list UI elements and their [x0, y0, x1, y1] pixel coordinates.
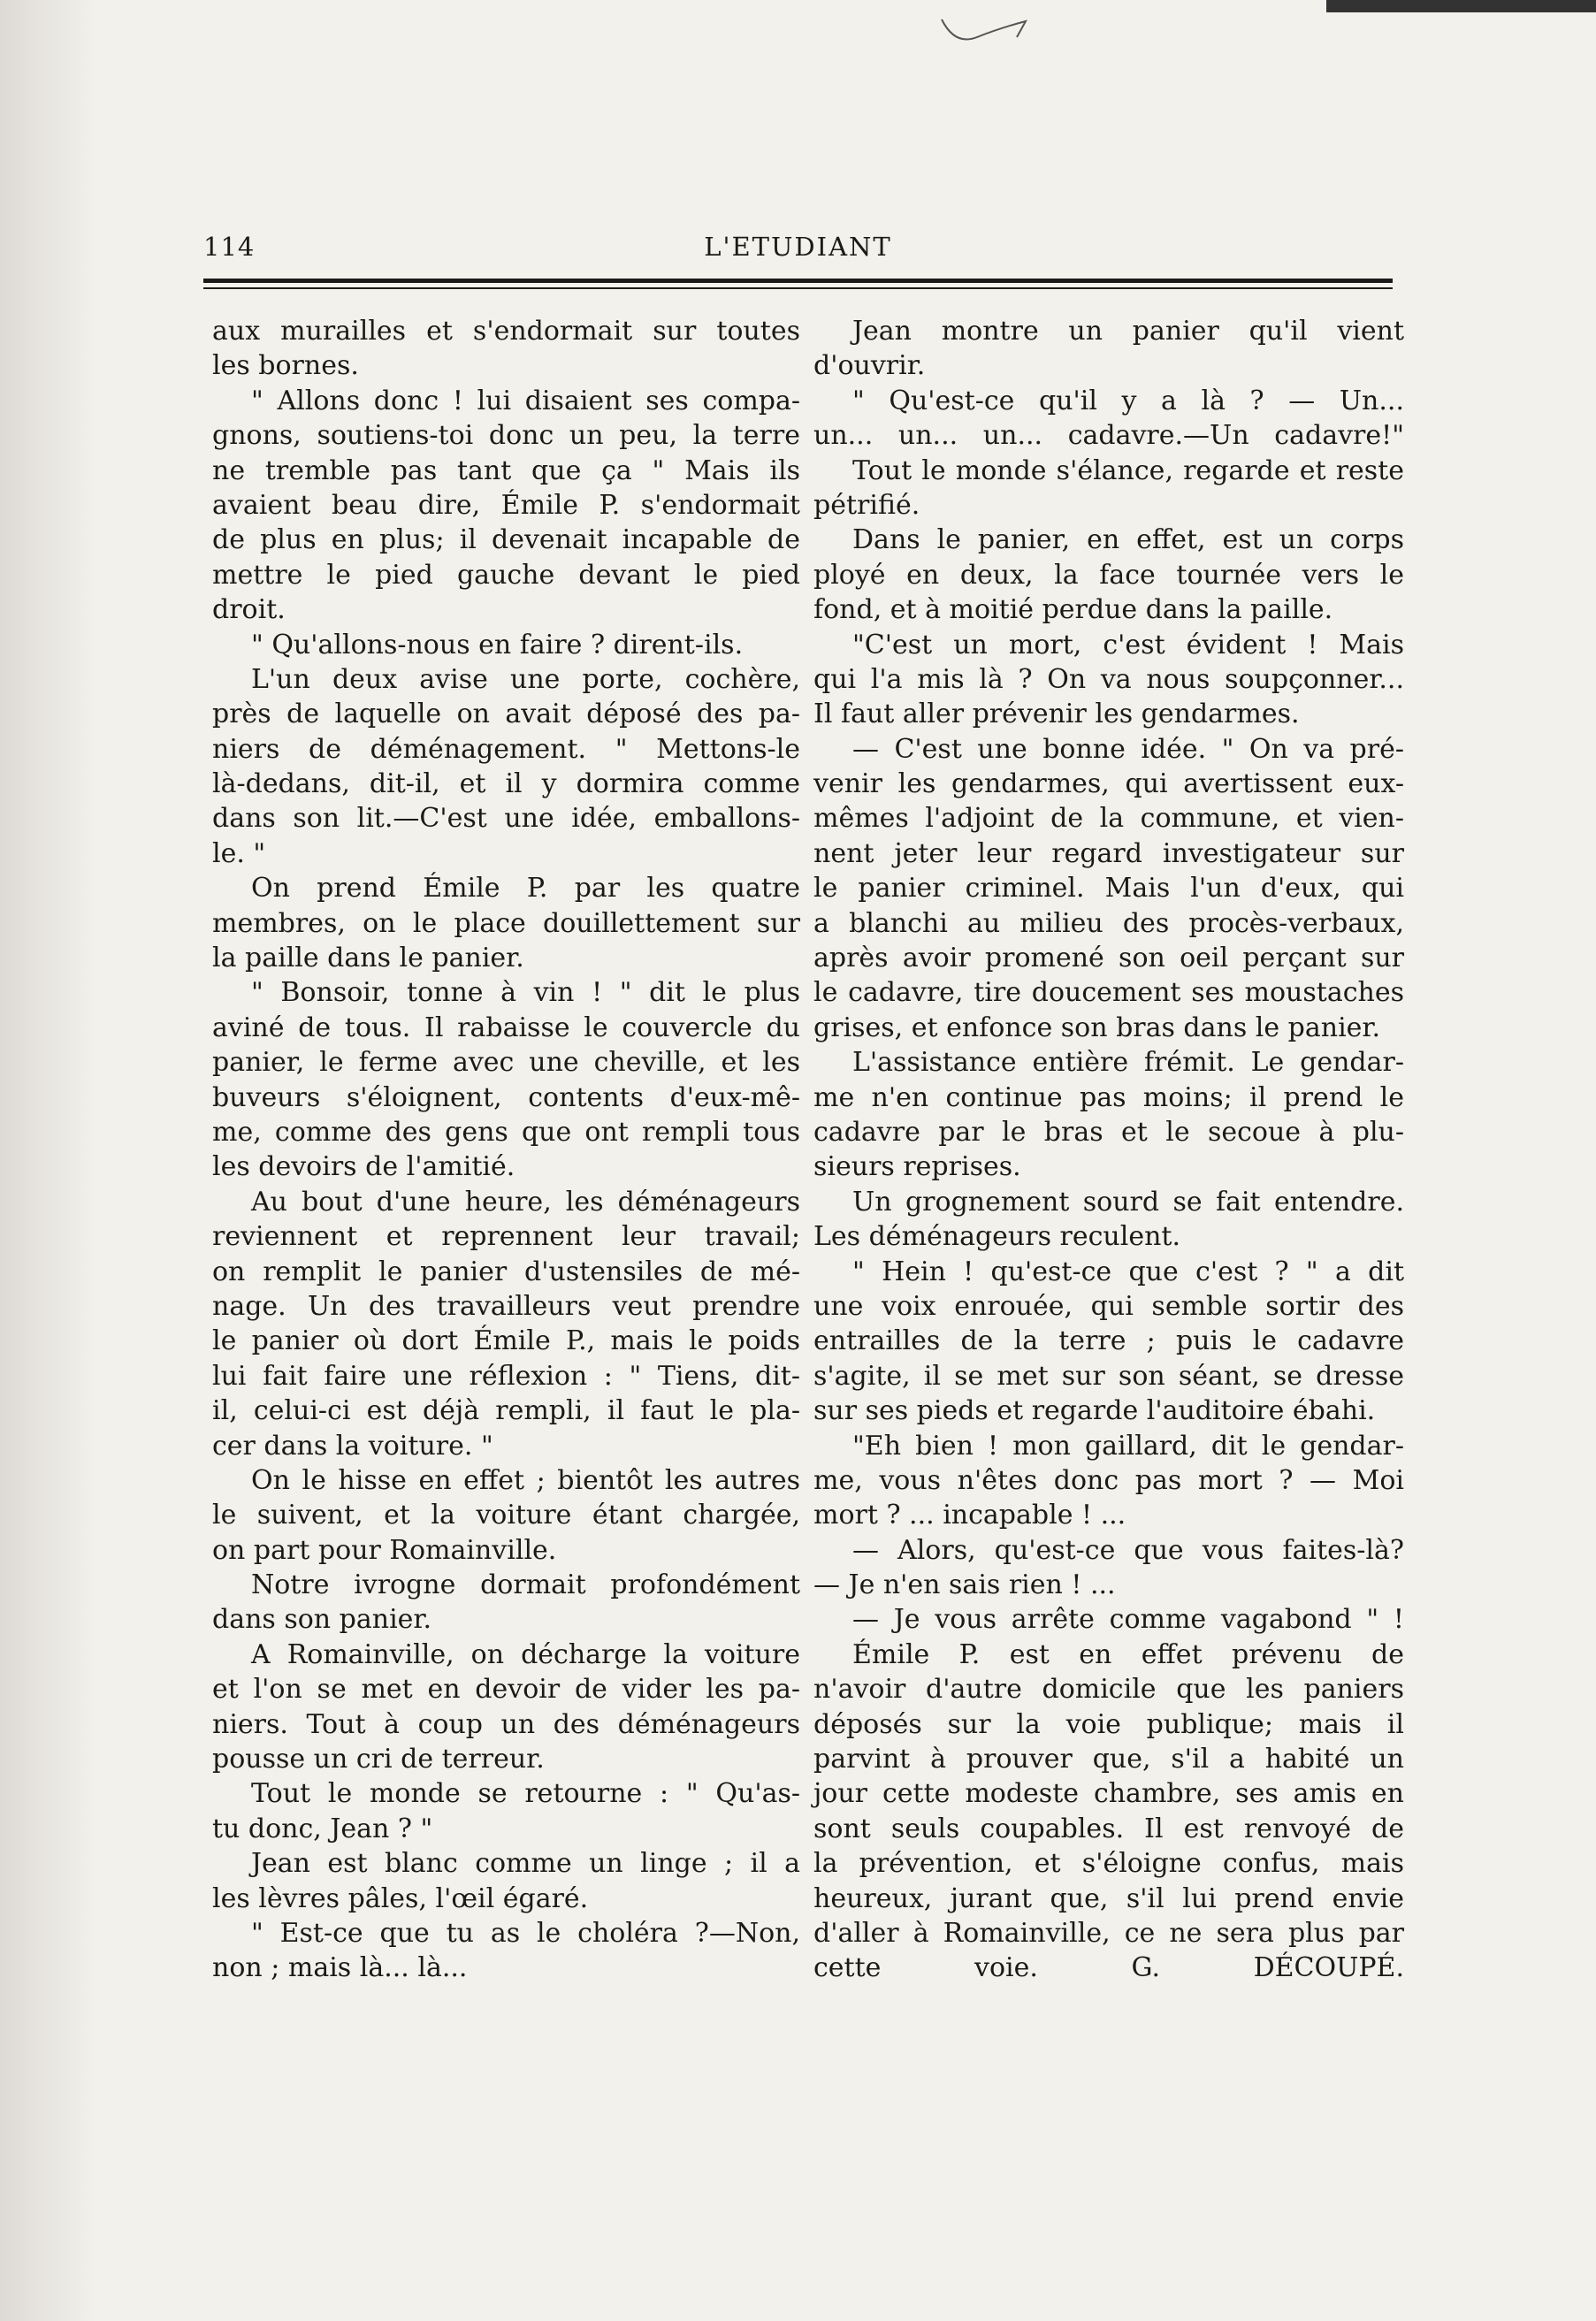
text-line: une voix enrouée, qui semble sortir des [813, 1290, 1404, 1322]
text-line: " Allons donc ! lui disaient ses compa- [251, 385, 800, 416]
text-line: buveurs s'éloignent, contents d'eux-mê- [212, 1081, 800, 1113]
text-line: de plus en plus; il devenait incapable de [212, 524, 800, 556]
page-number: 114 [203, 232, 256, 262]
text-line: nage. Un des travailleurs veut prendre [212, 1290, 800, 1322]
text-line: pétrifié. [813, 489, 920, 521]
text-line: " Hein ! qu'est-ce que c'est ? " a dit [852, 1256, 1404, 1287]
text-line: il, celui-ci est déjà rempli, il faut le pla- [212, 1395, 800, 1427]
text-line: jour cette modeste chambre, ses amis en [813, 1778, 1404, 1810]
scan-corner-mark [1326, 0, 1596, 12]
text-line: cer dans la voiture. " [212, 1430, 493, 1462]
header-rule-thick [203, 279, 1393, 283]
text-column-left [212, 314, 800, 1986]
text-line: non ; mais là... là... [212, 1952, 468, 1984]
running-title: L'ETUDIANT [704, 232, 892, 262]
text-line: heureux, jurant que, s'il lui prend envie [813, 1882, 1404, 1914]
text-line: d'aller à Romainville, ce ne sera plus par [813, 1917, 1404, 1949]
text-line: Dans le panier, en effet, est un corps [852, 524, 1404, 556]
text-line: membres, on le place douillettement sur [212, 907, 800, 939]
text-line: Tout le monde s'élance, regarde et reste [852, 454, 1404, 486]
text-line: Un grognement sourd se fait entendre. [852, 1186, 1404, 1218]
text-line: qui l'a mis là ? On va nous soupçonner... [813, 663, 1404, 695]
page-header [203, 232, 1393, 285]
text-line: — Alors, qu'est-ce que vous faites-là? [852, 1534, 1404, 1566]
text-line: le panier criminel. Mais l'un d'eux, qui [813, 873, 1404, 905]
text-line: tu donc, Jean ? " [212, 1813, 433, 1844]
text-line: A Romainville, on décharge la voiture [251, 1638, 800, 1670]
ink-scribble-mark [937, 11, 1043, 55]
text-line: sont seuls coupables. Il est renvoyé de [813, 1813, 1404, 1844]
text-line: n'avoir d'autre domicile que les paniers [813, 1674, 1404, 1706]
text-line: le suivent, et la voiture étant chargée, [212, 1500, 800, 1531]
text-line: mêmes l'adjoint de la commune, et vien- [813, 803, 1404, 835]
text-line: Émile P. est en effet prévenu de [852, 1638, 1404, 1670]
text-line: Il faut aller prévenir les gendarmes. [813, 699, 1300, 730]
text-line: les lèvres pâles, l'œil égaré. [212, 1882, 589, 1914]
text-line: parvint à prouver que, s'il a habité un [813, 1744, 1404, 1775]
text-line: ne tremble pas tant que ça " Mais ils [212, 454, 800, 486]
text-line: me, vous n'êtes donc pas mort ? — Moi [813, 1464, 1404, 1496]
text-line: les devoirs de l'amitié. [212, 1151, 515, 1183]
text-line: Jean montre un panier qu'il vient [852, 316, 1404, 347]
text-line: panier, le ferme avec une cheville, et les [212, 1047, 800, 1079]
text-line: entrailles de la terre ; puis le cadavre [813, 1325, 1404, 1357]
text-line: " Bonsoir, tonne à vin ! " dit le plus [251, 977, 800, 1009]
text-line: Notre ivrogne dormait profondément [251, 1569, 800, 1601]
text-line: la paille dans le panier. [212, 943, 524, 974]
text-line: mort ? ... incapable ! ... [813, 1500, 1126, 1531]
text-line: aux murailles et s'endormait sur toutes [212, 316, 800, 347]
text-line: reviennent et reprennent leur travail; [212, 1221, 800, 1253]
text-line: ployé en deux, la face tournée vers le [813, 559, 1404, 591]
text-line: le cadavre, tire doucement ses moustaches [813, 977, 1404, 1009]
text-line: la prévention, et s'éloigne confus, mais [813, 1848, 1404, 1880]
text-line: pousse un cri de terreur. [212, 1744, 545, 1775]
text-line: — Je vous arrête comme vagabond " ! [852, 1604, 1404, 1636]
text-line: le. " [212, 837, 266, 869]
text-line: On prend Émile P. par les quatre [251, 873, 800, 905]
text-line: sur ses pieds et regarde l'auditoire ébahi. [813, 1395, 1376, 1427]
text-line: grises, et enfonce son bras dans le panier. [813, 1012, 1381, 1043]
text-line: et l'on se met en devoir de vider les pa- [212, 1674, 800, 1706]
text-line: d'ouvrir. [813, 350, 926, 382]
header-rule-thin [203, 287, 1393, 289]
text-line: nent jeter leur regard investigateur sur [813, 837, 1404, 869]
text-line: s'agite, il se met sur son séant, se dresse [813, 1360, 1404, 1392]
text-line: cette voie. G. DÉCOUPÉ. [813, 1952, 1404, 1984]
text-line: droit. [212, 594, 286, 626]
text-line: après avoir promené son oeil perçant sur [813, 943, 1404, 974]
text-line: sieurs reprises. [813, 1151, 1021, 1183]
text-line: dans son lit.—C'est une idée, emballons- [212, 803, 800, 835]
text-line: gnons, soutiens-toi donc un peu, la terre [212, 420, 800, 452]
text-line: me, comme des gens que ont rempli tous [212, 1116, 800, 1148]
text-line: " Qu'est-ce qu'il y a là ? — Un... [852, 385, 1404, 416]
text-line: les bornes. [212, 350, 359, 382]
text-line: L'assistance entière frémit. Le gendar- [852, 1047, 1404, 1079]
text-line: lui fait faire une réflexion : " Tiens, dit- [212, 1360, 800, 1392]
text-line: "Eh bien ! mon gaillard, dit le gendar- [852, 1430, 1404, 1462]
text-line: un... un... un... cadavre.—Un cadavre!" [813, 420, 1404, 452]
text-line: Au bout d'une heure, les déménageurs [251, 1186, 800, 1218]
text-line: Tout le monde se retourne : " Qu'as- [251, 1778, 800, 1810]
text-line: on part pour Romainville. [212, 1534, 557, 1566]
text-line: me n'en continue pas moins; il prend le [813, 1081, 1404, 1113]
text-line: fond, et à moitié perdue dans la paille. [813, 594, 1333, 626]
text-line: Les déménageurs reculent. [813, 1221, 1181, 1253]
text-line: le panier où dort Émile P., mais le poids [212, 1325, 800, 1357]
text-line: a blanchi au milieu des procès-verbaux, [813, 907, 1404, 939]
text-line: avaient beau dire, Émile P. s'endormait [212, 489, 800, 521]
text-line: dans son panier. [212, 1604, 431, 1636]
text-line: niers de déménagement. " Mettons-le [212, 733, 800, 765]
text-line: On le hisse en effet ; bientôt les autres [251, 1464, 800, 1496]
text-line: — Je n'en sais rien ! ... [813, 1569, 1116, 1601]
text-line: on remplit le panier d'ustensiles de mé- [212, 1256, 800, 1287]
text-line: niers. Tout à coup un des déménageurs [212, 1708, 800, 1740]
text-line: mettre le pied gauche devant le pied [212, 559, 800, 591]
text-line: — C'est une bonne idée. " On va pré- [852, 733, 1404, 765]
text-line: venir les gendarmes, qui avertissent eux- [813, 768, 1404, 800]
text-line: " Qu'allons-nous en faire ? dirent-ils. [251, 629, 744, 660]
text-line: cadavre par le bras et le secoue à plu- [813, 1116, 1404, 1148]
text-line: là-dedans, dit-il, et il y dormira comme [212, 768, 800, 800]
scan-edge-shadow [0, 0, 97, 2321]
text-line: Jean est blanc comme un linge ; il a [251, 1848, 800, 1880]
text-line: aviné de tous. Il rabaisse le couvercle du [212, 1012, 800, 1043]
text-line: déposés sur la voie publique; mais il [813, 1708, 1404, 1740]
text-line: "C'est un mort, c'est évident ! Mais [852, 629, 1404, 660]
text-line: " Est-ce que tu as le choléra ?—Non, [251, 1917, 800, 1949]
text-column-right [813, 314, 1404, 1986]
text-line: près de laquelle on avait déposé des pa- [212, 699, 800, 730]
text-line: L'un deux avise une porte, cochère, [251, 663, 800, 695]
